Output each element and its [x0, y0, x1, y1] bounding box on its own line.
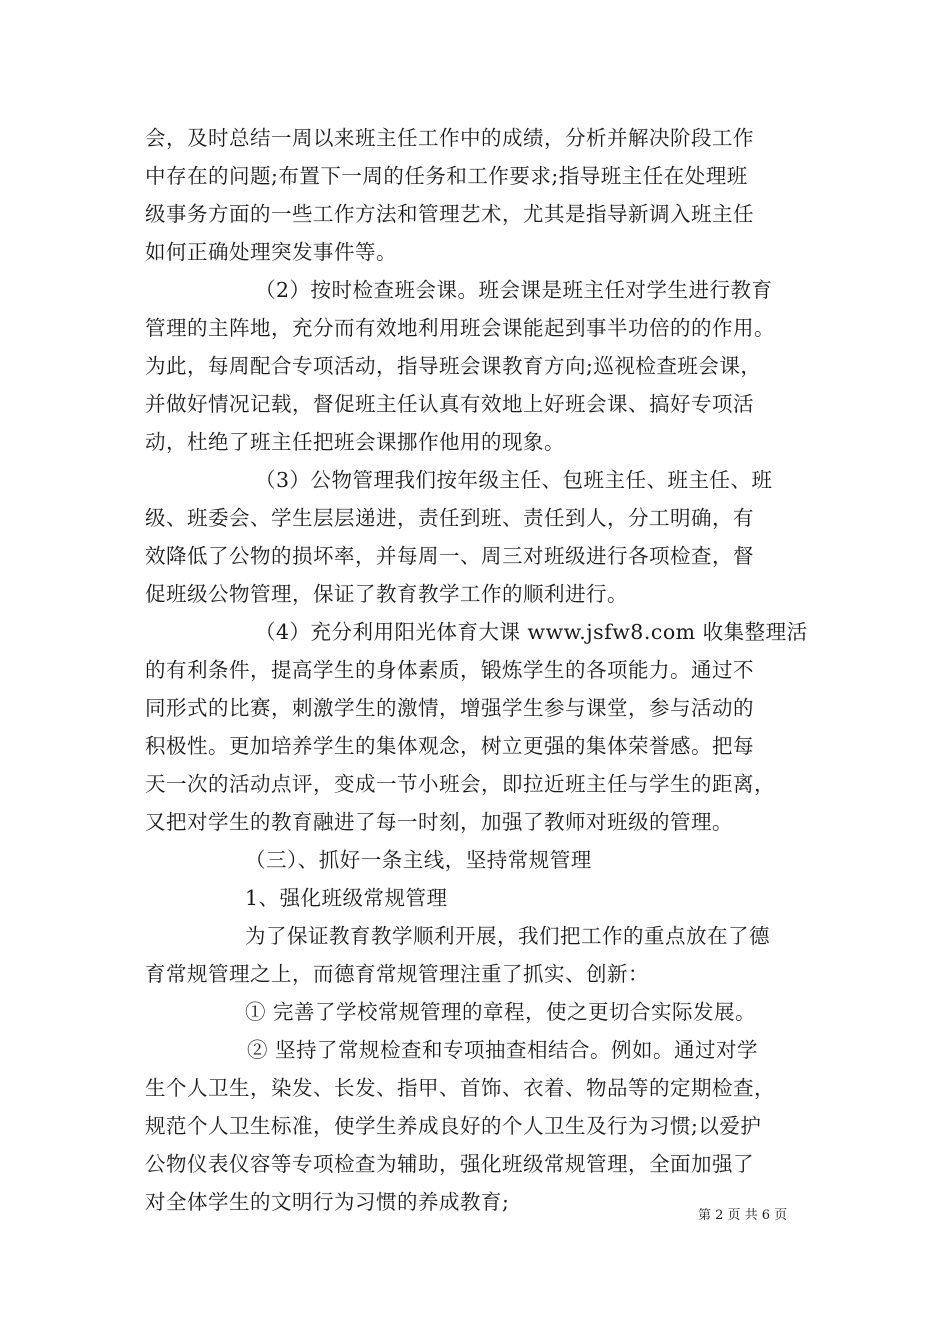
list-item: ② 坚持了常规检查和专项抽查相结合。例如。通过对学: [247, 1038, 759, 1062]
text-line: 促班级公物管理，保证了教育教学工作的顺利进行。: [145, 582, 628, 606]
text-line: 级事务方面的一些工作方法和管理艺术，尤其是指导新调入班主任: [145, 202, 754, 226]
text-line: 积极性。更加培养学生的集体观念，树立更强的集体荣誉感。把每: [145, 734, 754, 758]
text-line: 公物仪表仪容等专项检查为辅助，强化班级常规管理，全面加强了: [145, 1152, 754, 1176]
text-line: （2）按时检查班会课。班会课是班主任对学生进行教育: [255, 278, 773, 302]
text-line: 会，及时总结一周以来班主任工作中的成绩，分析并解决阶段工作: [145, 126, 754, 150]
section-heading: （三）、抓好一条主线，坚持常规管理: [245, 848, 592, 872]
text-line: 又把对学生的教育融进了每一时刻，加强了教师对班级的管理。: [145, 810, 733, 834]
text-line: 效降低了公物的损坏率，并每周一、周三对班级进行各项检查，督: [145, 544, 754, 568]
text-line: 育常规管理之上，而德育常规管理注重了抓实、创新：: [145, 962, 649, 986]
text-line: 中存在的问题;布置下一周的任务和工作要求;指导班主任在处理班: [145, 164, 748, 188]
text-line: 动，杜绝了班主任把班会课挪作他用的现象。: [145, 430, 565, 454]
text-line: 如何正确处理突发事件等。: [145, 240, 397, 264]
text-line: 级、班委会、学生层层递进，责任到班、责任到人，分工明确，有: [145, 506, 754, 530]
text-line: 生个人卫生，染发、长发、指甲、首饰、衣着、物品等的定期检查，: [145, 1076, 775, 1100]
text-line: 并做好情况记载，督促班主任认真有效地上好班会课、搞好专项活: [145, 392, 754, 416]
text-line: 为此，每周配合专项活动，指导班会课教育方向;巡视检查班会课，: [145, 354, 762, 378]
text-line: （4）充分利用阳光体育大课 www.jsfw8.com 收集整理活: [255, 620, 808, 644]
page-number: 第 2 页 共 6 页: [698, 1208, 788, 1223]
subsection-heading: 1、强化班级常规管理: [245, 886, 448, 910]
list-item: ① 完善了学校常规管理的章程，使之更切合实际发展。: [245, 1000, 757, 1024]
text-line: 规范个人卫生标准，使学生养成良好的个人卫生及行为习惯;以爱护: [145, 1114, 762, 1138]
text-line: 对全体学生的文明行为习惯的养成教育;: [145, 1190, 510, 1214]
text-line: （3）公物管理我们按年级主任、包班主任、班主任、班: [255, 468, 773, 492]
text-line: 管理的主阵地，充分而有效地利用班会课能起到事半功倍的的作用。: [145, 316, 775, 340]
text-line: 天一次的活动点评，变成一节小班会，即拉近班主任与学生的距离，: [145, 772, 775, 796]
text-line: 同形式的比赛，刺激学生的激情，增强学生参与课堂，参与活动的: [145, 696, 754, 720]
text-line: 的有利条件，提高学生的身体素质，锻炼学生的各项能力。通过不: [145, 658, 754, 682]
text-line: 为了保证教育教学顺利开展，我们把工作的重点放在了德: [245, 924, 770, 948]
